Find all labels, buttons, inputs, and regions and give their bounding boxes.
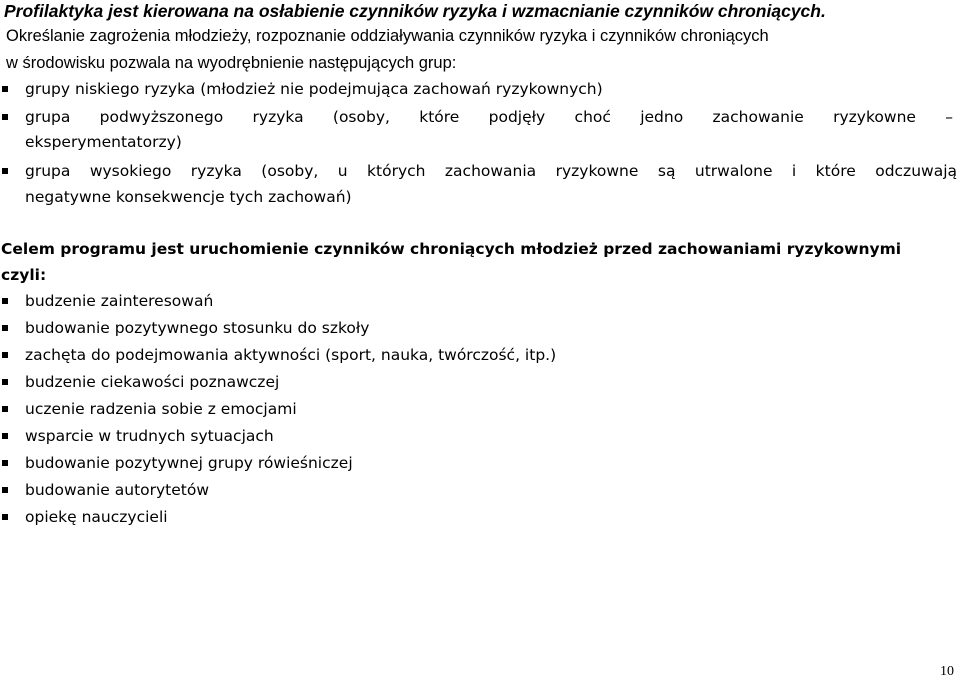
bullet-square-icon [2, 379, 8, 385]
bullet-square-icon [2, 168, 8, 174]
list-item: budzenie ciekawości poznawczej [25, 373, 280, 391]
intro-line-2: w środowisku pozwala na wyodrębnienie następujących grup: [6, 54, 457, 72]
bullet-square-icon [2, 514, 8, 520]
bullet-square-icon [2, 352, 8, 358]
bullet-square-icon [2, 86, 8, 92]
bullet-square-icon [2, 298, 8, 304]
program-goal-line-2: czyli: [1, 266, 47, 284]
list-item: budowanie autorytetów [25, 481, 210, 499]
page-number: 10 [940, 664, 954, 679]
risk-group-elevated-continued: eksperymentatorzy) [25, 133, 182, 151]
risk-group-high-continued: negatywne konsekwencje tych zachowań) [25, 188, 352, 206]
list-item: budowanie pozytywnego stosunku do szkoły [25, 319, 370, 337]
bullet-square-icon [2, 406, 8, 412]
bullet-square-icon [2, 114, 8, 120]
bullet-square-icon [2, 325, 8, 331]
list-item: wsparcie w trudnych sytuacjach [25, 427, 274, 445]
bullet-square-icon [2, 487, 8, 493]
intro-line-1: Określanie zagrożenia młodzieży, rozpoznanie oddziaływania czynników ryzyka i czynników chroniących [6, 27, 769, 45]
risk-group-high: grupa wysokiego ryzyka (osoby, u których zachowania ryzykowne są utrwalone i które odczuwają [25, 162, 957, 180]
list-item: opiekę nauczycieli [25, 508, 168, 526]
section-heading: Profilaktyka jest kierowana na osłabienie czynników ryzyka i wzmacnianie czynników chroniących. [4, 1, 826, 21]
risk-group-low: grupy niskiego ryzyka (młodzież nie podejmująca zachowań ryzykownych) [25, 80, 603, 98]
bullet-square-icon [2, 460, 8, 466]
bullet-square-icon [2, 433, 8, 439]
list-item: budowanie pozytywnej grupy rówieśniczej [25, 454, 353, 472]
list-item: zachęta do podejmowania aktywności (sport, nauka, twórczość, itp.) [25, 346, 557, 364]
risk-group-elevated: grupa podwyższonego ryzyka (osoby, które podjęły choć jedno zachowanie ryzykowne – [25, 108, 953, 126]
list-item: uczenie radzenia sobie z emocjami [25, 400, 297, 418]
program-goal-line-1: Celem programu jest uruchomienie czynników chroniących młodzież przed zachowaniami ryzykownymi [1, 240, 902, 258]
list-item: budzenie zainteresowań [25, 292, 214, 310]
